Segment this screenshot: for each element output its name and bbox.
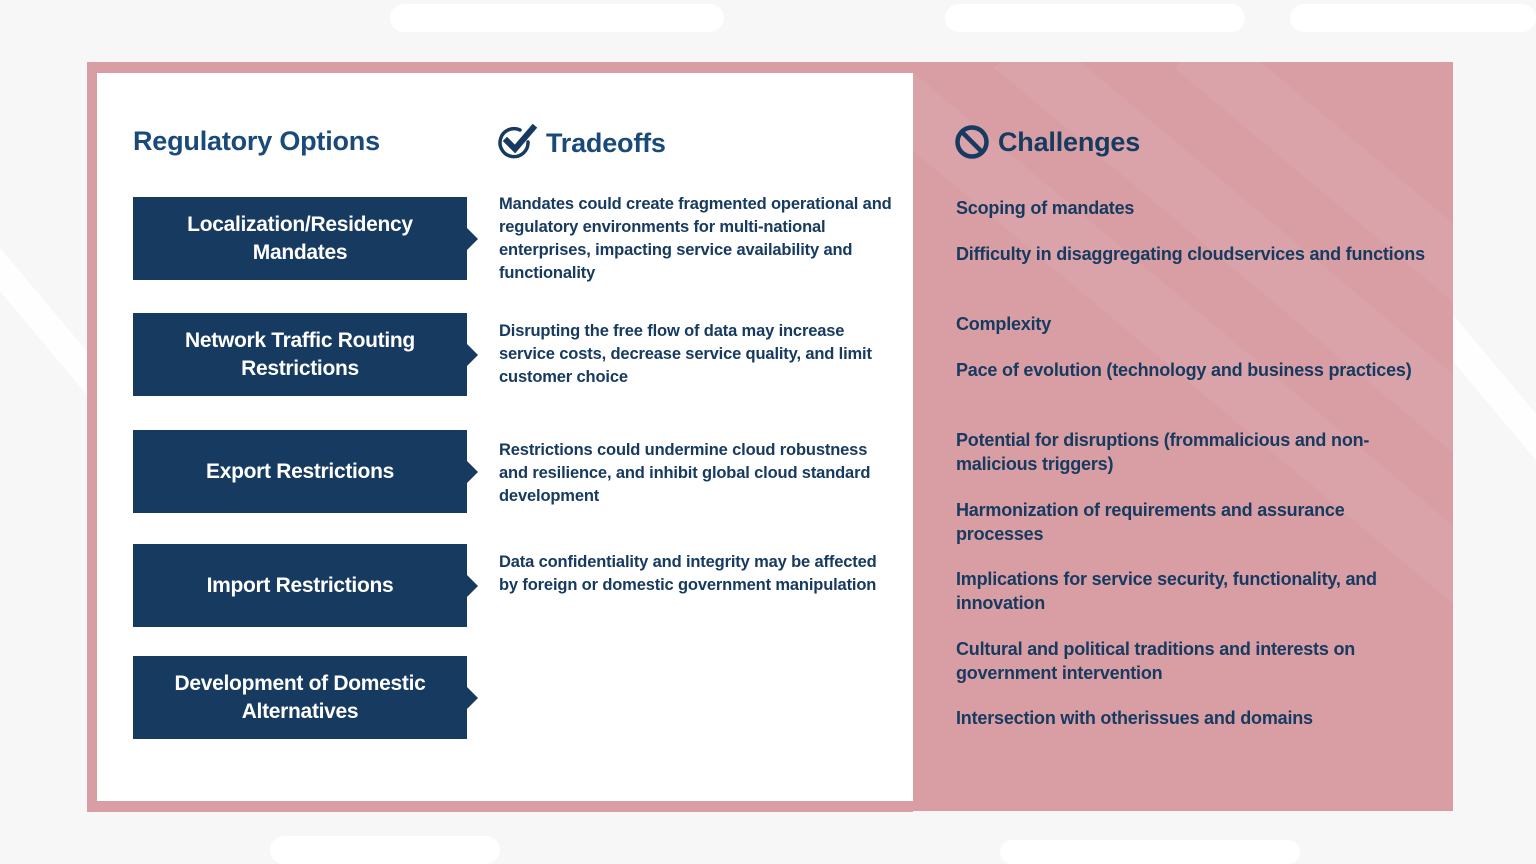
option-development-of-domestic-alternatives[interactable] (133, 656, 467, 739)
option-export-restrictions[interactable] (133, 430, 467, 513)
tradeoff-text: Disrupting the free flow of data may increase service costs, decrease service quality, and limit customer choice (499, 322, 872, 386)
background-stripe (390, 4, 724, 32)
regulatory-options-heading (133, 126, 380, 157)
tradeoff-text: Restrictions could undermine cloud robustness and resilience, and inhibit global cloud standard development (499, 441, 871, 505)
option-label: Network Traffic Routing Restrictions (185, 328, 415, 380)
background-stripe (1000, 840, 1300, 864)
regulatory-options-title: Regulatory Options (133, 126, 380, 156)
challenge-item: Cultural and political traditions and interests on government intervention (956, 639, 1356, 683)
challenge-item: Implications for service security, functionality, and innovation (956, 569, 1377, 613)
background-stripe (945, 4, 1245, 32)
option-localization-residency-mandates[interactable] (133, 197, 467, 280)
option-import-restrictions[interactable] (133, 544, 467, 627)
challenge-item: Scoping of mandates (956, 198, 1135, 218)
challenges-title: Challenges (998, 126, 1141, 157)
challenge-item: Complexity (956, 314, 1052, 334)
challenge-item: Potential for disruptions (frommalicious and non-malicious triggers) (956, 430, 1370, 474)
option-network-traffic-routing-restrictions[interactable] (133, 313, 467, 396)
prohibited-icon (954, 124, 990, 160)
challenges-heading (954, 124, 1140, 160)
tradeoffs-heading (498, 124, 666, 162)
tradeoff-text: Data confidentiality and integrity may be affected by foreign or domestic government manipulation (499, 553, 877, 594)
option-label: Export Restrictions (205, 459, 394, 483)
option-label: Development of Domestic Alternatives (174, 671, 426, 723)
tradeoff-text: Mandates could create fragmented operational and regulatory environments for multi-national enterprises, impacting service availability and functionality (499, 195, 892, 282)
background-stripe (270, 836, 500, 864)
check-circle-icon (498, 124, 538, 162)
challenge-item: Harmonization of requirements and assurance processes (956, 500, 1345, 544)
challenge-item: Pace of evolution (technology and business practices) (956, 360, 1412, 380)
option-label: Localization/Residency Mandates (187, 212, 413, 264)
background-stripe (1290, 4, 1536, 32)
challenge-item: Difficulty in disaggregating cloudservices and functions (956, 244, 1425, 264)
challenge-item: Intersection with otherissues and domains (956, 708, 1313, 728)
option-label: Import Restrictions (206, 573, 394, 597)
tradeoffs-title: Tradeoffs (546, 127, 666, 158)
